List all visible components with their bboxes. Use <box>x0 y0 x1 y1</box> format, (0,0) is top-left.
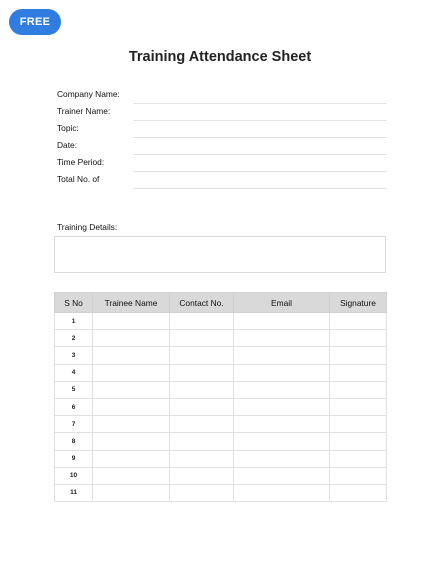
free-badge[interactable]: FREE <box>9 9 61 35</box>
cell-sno: 10 <box>55 467 93 484</box>
table-row <box>55 484 387 501</box>
cell-sno: 6 <box>55 398 93 415</box>
cell-signature[interactable] <box>330 313 387 330</box>
cell-email[interactable] <box>234 433 330 450</box>
cell-sno: 7 <box>55 416 93 433</box>
table-row <box>55 450 387 467</box>
column-header-signature: Signature <box>330 293 387 313</box>
cell-sno: 5 <box>55 381 93 398</box>
cell-signature[interactable] <box>330 381 387 398</box>
field-total-no <box>57 172 387 189</box>
cell-email[interactable] <box>234 398 330 415</box>
training-details-label: Training Details: <box>57 222 118 232</box>
cell-trainee-name[interactable] <box>93 381 170 398</box>
cell-sno: 8 <box>55 433 93 450</box>
cell-signature[interactable] <box>330 364 387 381</box>
table-row <box>55 381 387 398</box>
cell-sno: 2 <box>55 330 93 347</box>
field-date <box>57 138 387 155</box>
table-row <box>55 467 387 484</box>
cell-email[interactable] <box>234 364 330 381</box>
cell-trainee-name[interactable] <box>93 330 170 347</box>
table-row <box>55 347 387 364</box>
cell-trainee-name[interactable] <box>93 398 170 415</box>
column-header-sno: S No <box>55 293 93 313</box>
field-input-line[interactable] <box>133 188 387 189</box>
cell-trainee-name[interactable] <box>93 313 170 330</box>
cell-email[interactable] <box>234 313 330 330</box>
table-row <box>55 330 387 347</box>
cell-contact-no[interactable] <box>170 313 234 330</box>
table-row <box>55 313 387 330</box>
column-header-trainee-name: Trainee Name <box>93 293 170 313</box>
cell-signature[interactable] <box>330 330 387 347</box>
cell-signature[interactable] <box>330 484 387 501</box>
header-fields <box>57 87 387 189</box>
cell-trainee-name[interactable] <box>93 416 170 433</box>
cell-contact-no[interactable] <box>170 467 234 484</box>
field-company-name <box>57 87 387 104</box>
table-body <box>55 313 387 502</box>
table-header-row <box>55 293 387 313</box>
cell-email[interactable] <box>234 330 330 347</box>
field-label: Total No. of <box>57 174 100 184</box>
column-header-email: Email <box>234 293 330 313</box>
table-row <box>55 364 387 381</box>
cell-sno: 1 <box>55 313 93 330</box>
cell-trainee-name[interactable] <box>93 364 170 381</box>
field-label: Trainer Name: <box>57 106 111 116</box>
field-label: Time Period: <box>57 157 105 167</box>
field-label: Topic: <box>57 123 79 133</box>
table-row <box>55 416 387 433</box>
cell-signature[interactable] <box>330 450 387 467</box>
cell-sno: 4 <box>55 364 93 381</box>
training-details-box[interactable] <box>54 236 386 273</box>
cell-sno: 9 <box>55 450 93 467</box>
cell-signature[interactable] <box>330 347 387 364</box>
cell-email[interactable] <box>234 484 330 501</box>
sheet-title: Training Attendance Sheet <box>128 49 312 65</box>
cell-trainee-name[interactable] <box>93 484 170 501</box>
table-row <box>55 433 387 450</box>
cell-email[interactable] <box>234 450 330 467</box>
cell-contact-no[interactable] <box>170 416 234 433</box>
cell-signature[interactable] <box>330 416 387 433</box>
cell-signature[interactable] <box>330 433 387 450</box>
cell-email[interactable] <box>234 347 330 364</box>
cell-contact-no[interactable] <box>170 381 234 398</box>
cell-trainee-name[interactable] <box>93 347 170 364</box>
cell-contact-no[interactable] <box>170 484 234 501</box>
cell-contact-no[interactable] <box>170 347 234 364</box>
cell-contact-no[interactable] <box>170 364 234 381</box>
cell-contact-no[interactable] <box>170 433 234 450</box>
field-time-period <box>57 155 387 172</box>
cell-contact-no[interactable] <box>170 398 234 415</box>
field-topic <box>57 121 387 138</box>
field-trainer-name <box>57 104 387 121</box>
cell-trainee-name[interactable] <box>93 467 170 484</box>
cell-email[interactable] <box>234 416 330 433</box>
attendance-table <box>54 292 387 502</box>
cell-sno: 11 <box>55 484 93 501</box>
column-header-contact-no: Contact No. <box>170 293 234 313</box>
cell-email[interactable] <box>234 381 330 398</box>
cell-contact-no[interactable] <box>170 330 234 347</box>
cell-sno: 3 <box>55 347 93 364</box>
cell-contact-no[interactable] <box>170 450 234 467</box>
cell-trainee-name[interactable] <box>93 450 170 467</box>
cell-signature[interactable] <box>330 398 387 415</box>
field-label: Date: <box>57 140 78 150</box>
table-row <box>55 398 387 415</box>
cell-signature[interactable] <box>330 467 387 484</box>
cell-trainee-name[interactable] <box>93 433 170 450</box>
field-label: Company Name: <box>57 89 120 99</box>
cell-email[interactable] <box>234 467 330 484</box>
